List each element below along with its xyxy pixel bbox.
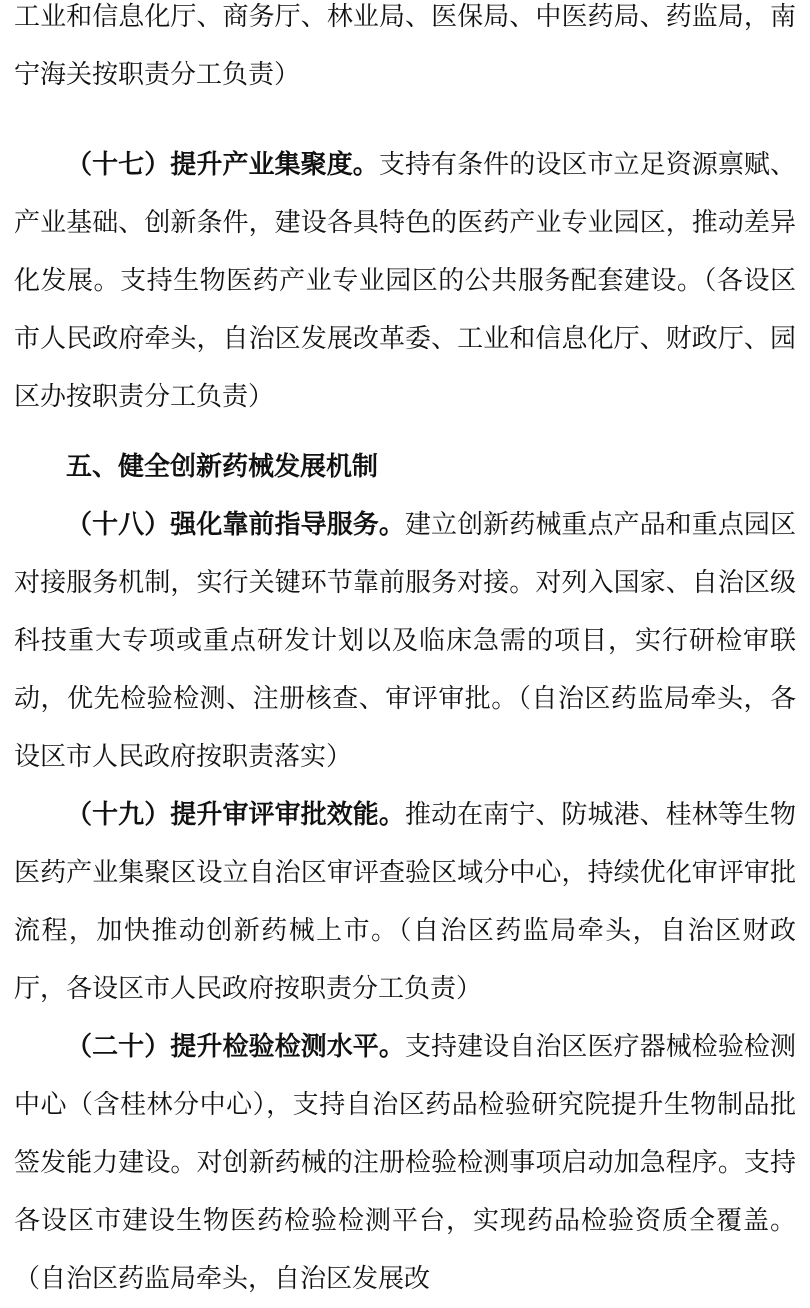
paragraph-20-body: 支持建设自治区医疗器械检验检测中心（含桂林分中心），支持自治区药品检验研究院提升生物制品批签发能力建设。对创新药械的注册检验检测事项启动加急程序。支持各设区市建设生物医药检验检测平台，实现药品检验资质全覆盖。（自治区药监局牵头，自治区发展改 (14, 1032, 796, 1294)
paragraph-18 (14, 496, 796, 786)
paragraph-20-heading: （二十）提升检验检测水平。 (66, 1032, 405, 1062)
paragraph-17-body: 支持有条件的设区市立足资源禀赋、产业基础、创新条件，建设各具特色的医药产业专业园区，推动差异化发展。支持生物医药产业专业园区的公共服务配套建设。（各设区市人民政府牵头，自治区发展改革委、工业和信息化厅、财政厅、园区办按职责分工负责） (14, 150, 796, 412)
paragraph-continuation: 工业和信息化厅、商务厅、林业局、医保局、中医药局、药监局，南宁海关按职责分工负责） (14, 2, 796, 90)
paragraph-19 (14, 786, 796, 1018)
paragraph-20 (14, 1018, 796, 1308)
paragraph-17 (14, 136, 796, 426)
section-5-heading: 五、健全创新药械发展机制 (66, 452, 379, 482)
paragraph-17-heading: （十七）提升产业集聚度。 (66, 150, 379, 180)
paragraph-18-heading: （十八）强化靠前指导服务。 (66, 510, 405, 540)
paragraph-18-body: 建立创新药械重点产品和重点园区对接服务机制，实行关键环节靠前服务对接。对列入国家、自治区级科技重大专项或重点研发计划以及临床急需的项目，实行研检审联动，优先检验检测、注册核查、审评审批。（自治区药监局牵头，各设区市人民政府按职责落实） (14, 510, 796, 772)
paragraph-19-body: 推动在南宁、防城港、桂林等生物医药产业集聚区设立自治区审评查验区域分中心，持续优化审评审批流程，加快推动创新药械上市。（自治区药监局牵头，自治区财政厅，各设区市人民政府按职责分工负责） (14, 800, 796, 1004)
paragraph-19-heading: （十九）提升审评审批效能。 (66, 800, 405, 830)
